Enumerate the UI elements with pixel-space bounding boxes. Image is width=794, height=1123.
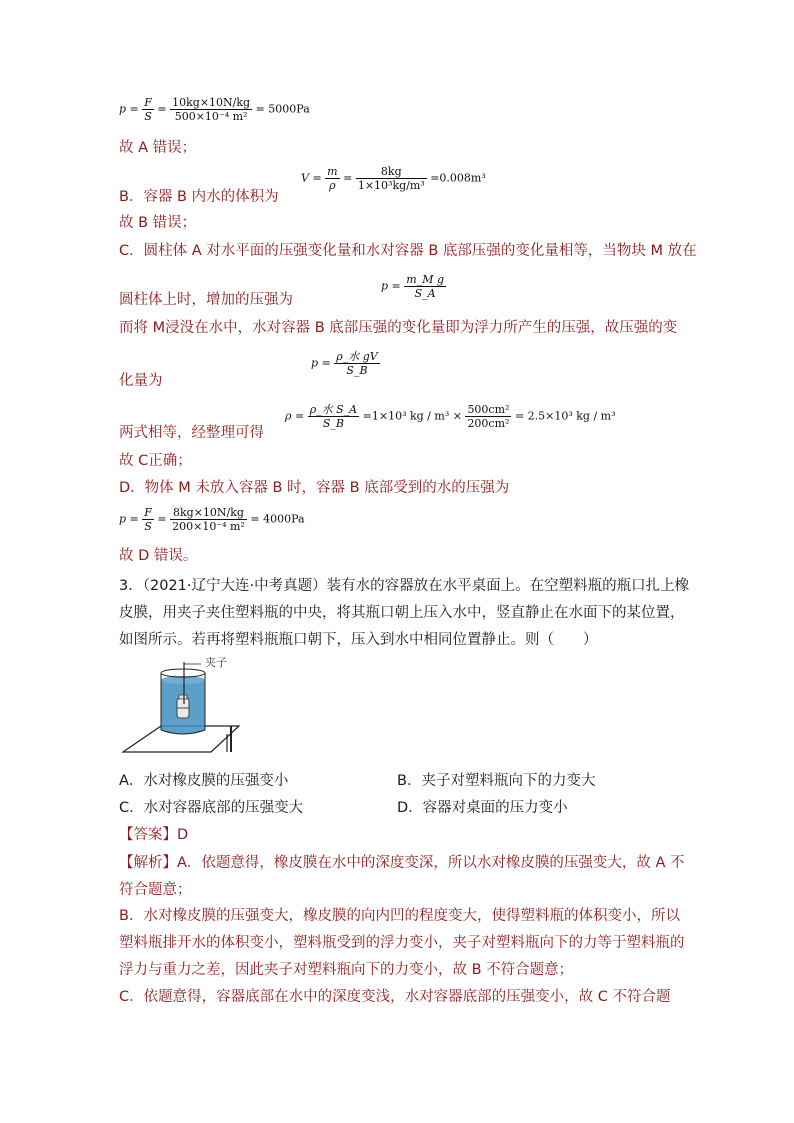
analysis-text: 【解析】A．依题意得，橡皮膜在水中的深度变深，所以水对橡皮膜的压强变大，故 A 不: [119, 855, 685, 871]
question-text: 如图所示。若再将塑料瓶瓶口朝下，压入到水中相同位置静止。则（ ）: [119, 632, 598, 648]
frac-den: S_B: [322, 417, 344, 430]
text-line: B．容器 B 内水的体积为: [119, 189, 279, 205]
formula-result: =0.008m³: [430, 171, 486, 185]
container-figure: [119, 656, 249, 759]
text-line: 故 B 错误；: [119, 215, 197, 231]
frac-den: 1×10³kg/m³: [357, 179, 425, 192]
formula-pressure-d: p = $\frac{F}{S}$ = $\frac{8kg\times 10N/kg}{\text{200×10⁻⁴ m²}}$ = 4000Pa: [119, 506, 305, 533]
formula-lhs: V =: [301, 171, 322, 185]
text-line: 故 D 错误。: [119, 548, 198, 564]
formula-density: [285, 403, 616, 430]
formula-pressure-change: [311, 350, 380, 377]
frac-den: S: [144, 520, 152, 533]
formula-added-pressure: [381, 273, 446, 300]
frac-num: F: [144, 96, 152, 109]
formula-pressure-a: p = $\frac{F}{S}$ = $\frac{10kg\times 10N/kg}{\text{500×10⁻⁴ m²}}$ = 5000Pa: [119, 96, 310, 123]
frac-den: S_B: [346, 364, 368, 377]
fraction: [404, 273, 446, 300]
frac-num: m_M g: [406, 273, 444, 286]
analysis-text: 浮力与重力之差，因此夹子对塑料瓶向下的力变小，故 B 不符合题意；: [119, 962, 574, 978]
text-line: 两式相等，经整理可得: [119, 425, 264, 441]
text-line: D．物体 M 未放入容器 B 时，容器 B 底部受到的水的压强为: [119, 480, 510, 496]
formula-lhs: p =: [119, 512, 139, 526]
option-c: C．水对容器底部的压强变大: [119, 800, 304, 816]
formula-result: = 4000Pa: [250, 512, 305, 526]
formula-result: = 2.5×10³ kg / m³: [514, 409, 616, 423]
question-text: 皮膜，用夹子夹住塑料瓶的中央，将其瓶口朝上压入水中，竖直静止在水面下的某位置，: [119, 605, 685, 621]
frac-den: 200×10⁻⁴ m²: [172, 520, 245, 533]
formula-mid: =1×10³ kg / m³ ×: [362, 409, 462, 423]
option-a: A．水对橡皮膜的压强变小: [119, 773, 289, 789]
analysis-text: 塑料瓶排开水的体积变小，塑料瓶受到的浮力变小，夹子对塑料瓶向下的力等于塑料瓶的: [119, 935, 685, 951]
frac-num: F: [144, 506, 152, 519]
frac-num: 10kg×10N/kg: [172, 96, 251, 109]
fraction: [325, 165, 339, 192]
formula-lhs: ρ =: [285, 409, 305, 423]
fraction: [356, 165, 427, 192]
frac-den: ρ: [329, 179, 336, 192]
fraction: [170, 506, 247, 533]
frac-num: 500cm²: [467, 403, 510, 416]
frac-den: S_A: [414, 287, 436, 300]
option-b: B．夹子对塑料瓶向下的力变大: [397, 773, 596, 789]
analysis-text: 符合题意；: [119, 882, 192, 898]
text-line: 故 C正确；: [119, 453, 192, 469]
text-line: 化量为: [119, 373, 163, 389]
formula-volume: V = $\frac{m}{\rho}$ = $\frac{8kg}{\text{1×10³kg/m³}}$ =0.008m³: [301, 165, 486, 192]
frac-den: 200cm²: [467, 417, 510, 430]
fraction: [465, 403, 511, 430]
frac-den: S: [144, 110, 152, 123]
analysis-text: B．水对橡皮膜的压强变大，橡皮膜的向内凹的程度变大，使得塑料瓶的体积变小，所以: [119, 908, 680, 924]
analysis-text: C．依题意得，容器底部在水中的深度变浅，水对容器底部的压强变小，故 C 不符合题: [119, 989, 671, 1005]
fraction: [142, 506, 154, 533]
text-line: 圆柱体上时，增加的压强为: [119, 292, 293, 308]
fraction: [334, 350, 379, 377]
formula-result: = 5000Pa: [255, 102, 310, 116]
figure-label: 夹子: [205, 656, 227, 669]
formula-lhs: p =: [381, 279, 401, 293]
frac-den: 500×10⁻⁴ m²: [174, 110, 248, 123]
formula-lhs: p =: [119, 102, 139, 116]
question-text: 3．（2021·辽宁大连·中考真题）装有水的容器放在水平桌面上。在空塑料瓶的瓶口扎上橡: [119, 578, 690, 594]
answer-label: 【答案】D: [119, 827, 189, 843]
text-line: C．圆柱体 A 对水平面的压强变化量和水对容器 B 底部压强的变化量相等，当物块 M 放在: [119, 243, 697, 259]
text-line: 而将 M浸没在水中，水对容器 B 底部压强的变化量即为浮力所产生的压强，故压强的变: [119, 320, 678, 336]
option-d: D．容器对桌面的压力变小: [397, 800, 568, 816]
fraction: [308, 403, 359, 430]
fraction: [170, 96, 252, 123]
frac-num: 8kg×10N/kg: [170, 506, 247, 520]
formula-lhs: p =: [311, 356, 331, 370]
frac-num: ρ_水 S_A: [309, 403, 358, 416]
frac-num: m: [327, 165, 338, 178]
frac-num: 8kg: [356, 165, 427, 179]
text-line: 故 A 错误；: [119, 140, 197, 156]
fraction: [142, 96, 154, 123]
frac-num: ρ_水 gV: [336, 350, 378, 363]
